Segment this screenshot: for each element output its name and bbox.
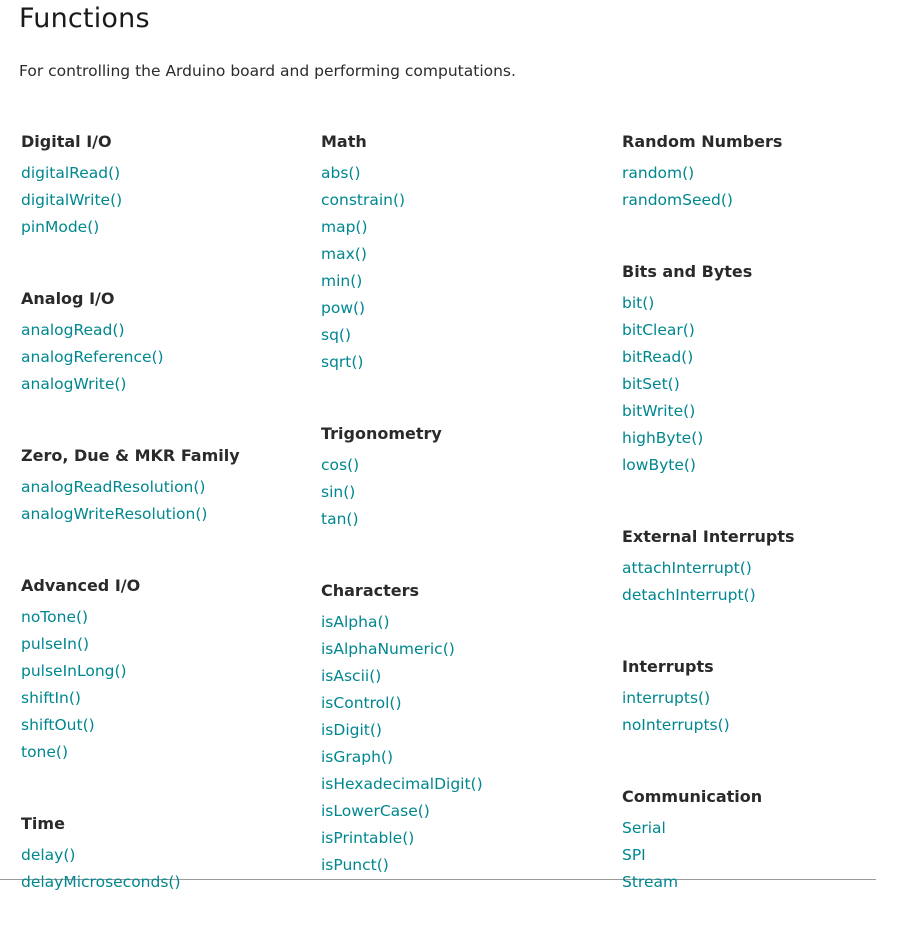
list-item	[321, 297, 611, 324]
list-item	[622, 319, 912, 346]
list-item	[321, 773, 611, 800]
list-item	[321, 454, 611, 481]
section-interrupts	[622, 656, 912, 741]
list-item	[622, 346, 912, 373]
function-link-bitread[interactable]: bitRead()	[622, 348, 694, 366]
section-title: External Interrupts	[622, 527, 795, 546]
section-digital-i-o	[21, 131, 311, 243]
function-link-random[interactable]: random()	[622, 164, 695, 182]
list-item	[321, 692, 611, 719]
list-item	[321, 638, 611, 665]
function-list	[622, 817, 912, 898]
section-title: Time	[21, 814, 65, 833]
function-link-lowbyte[interactable]: lowByte()	[622, 456, 696, 474]
function-link-isprintable[interactable]: isPrintable()	[321, 829, 415, 847]
list-item	[622, 427, 912, 454]
list-item	[21, 606, 311, 633]
section-communication	[622, 786, 912, 898]
list-item	[622, 557, 912, 584]
list-item	[622, 687, 912, 714]
function-link-stream[interactable]: Stream	[622, 873, 679, 891]
list-item	[622, 373, 912, 400]
function-link-bitset[interactable]: bitSet()	[622, 375, 680, 393]
function-list	[21, 476, 311, 530]
function-link-pulseinlong[interactable]: pulseInLong()	[21, 662, 127, 680]
function-list	[321, 454, 611, 535]
function-link-bitclear[interactable]: bitClear()	[622, 321, 695, 339]
section-title: Trigonometry	[321, 424, 442, 443]
function-link-ispunct[interactable]: isPunct()	[321, 856, 389, 874]
list-item	[321, 243, 611, 270]
list-item	[21, 503, 311, 530]
function-list	[622, 162, 912, 216]
list-item	[21, 714, 311, 741]
list-item	[21, 319, 311, 346]
function-link-bitwrite[interactable]: bitWrite()	[622, 402, 696, 420]
list-item	[21, 373, 311, 400]
function-link-digitalread[interactable]: digitalRead()	[21, 164, 121, 182]
list-item	[321, 665, 611, 692]
function-link-interrupts[interactable]: interrupts()	[622, 689, 711, 707]
function-link-digitalwrite[interactable]: digitalWrite()	[21, 191, 123, 209]
list-item	[321, 162, 611, 189]
list-item	[321, 216, 611, 243]
section-random-numbers	[622, 131, 912, 216]
function-link-pinmode[interactable]: pinMode()	[21, 218, 100, 236]
function-link-isgraph[interactable]: isGraph()	[321, 748, 394, 766]
list-item	[321, 746, 611, 773]
section-title: Advanced I/O	[21, 576, 141, 595]
function-link-ishexadecimaldigit[interactable]: isHexadecimalDigit()	[321, 775, 483, 793]
function-link-spi[interactable]: SPI	[622, 846, 646, 864]
function-link-bit[interactable]: bit()	[622, 294, 655, 312]
function-link-tone[interactable]: tone()	[21, 743, 69, 761]
section-title: Bits and Bytes	[622, 262, 753, 281]
section-zero-due-mkr-family	[21, 445, 311, 530]
list-item	[21, 844, 311, 871]
list-item	[21, 660, 311, 687]
function-link-analogwrite[interactable]: analogWrite()	[21, 375, 127, 393]
list-item	[321, 324, 611, 351]
list-item	[622, 189, 912, 216]
function-link-analogreadresolution[interactable]: analogReadResolution()	[21, 478, 206, 496]
function-link-islowercase[interactable]: isLowerCase()	[321, 802, 430, 820]
list-item	[21, 162, 311, 189]
section-title: Interrupts	[622, 657, 714, 676]
section-external-interrupts	[622, 526, 912, 611]
section-analog-i-o	[21, 288, 311, 400]
list-item	[21, 741, 311, 768]
list-item	[622, 584, 912, 611]
column-1	[21, 131, 311, 943]
function-link-abs[interactable]: abs()	[321, 164, 361, 182]
function-link-isdigit[interactable]: isDigit()	[321, 721, 382, 739]
function-link-sq[interactable]: sq()	[321, 326, 352, 344]
section-title: Digital I/O	[21, 132, 112, 151]
section-title: Analog I/O	[21, 289, 115, 308]
section-title: Communication	[622, 787, 763, 806]
function-link-nointerrupts[interactable]: noInterrupts()	[622, 716, 730, 734]
function-list	[21, 844, 311, 898]
function-link-delaymicroseconds[interactable]: delayMicroseconds()	[21, 873, 181, 891]
function-link-sqrt[interactable]: sqrt()	[321, 353, 364, 371]
function-link-notone[interactable]: noTone()	[21, 608, 89, 626]
section-bits-and-bytes	[622, 261, 912, 481]
function-link-shiftout[interactable]: shiftOut()	[21, 716, 95, 734]
function-list	[21, 162, 311, 243]
list-item	[21, 189, 311, 216]
section-title: Characters	[321, 581, 420, 600]
function-list	[321, 611, 611, 881]
list-item	[321, 189, 611, 216]
function-link-pulsein[interactable]: pulseIn()	[21, 635, 90, 653]
list-item	[622, 714, 912, 741]
section-advanced-i-o	[21, 575, 311, 768]
function-link-highbyte[interactable]: highByte()	[622, 429, 704, 447]
function-list	[622, 557, 912, 611]
list-item	[321, 827, 611, 854]
list-item	[321, 854, 611, 881]
section-title: Random Numbers	[622, 132, 783, 151]
section-trigonometry	[321, 423, 611, 535]
list-item	[321, 351, 611, 378]
function-list	[622, 292, 912, 481]
column-3	[622, 131, 912, 943]
function-link-isalpha[interactable]: isAlpha()	[321, 613, 390, 631]
function-link-analogwriteresolution[interactable]: analogWriteResolution()	[21, 505, 208, 523]
function-link-analogread[interactable]: analogRead()	[21, 321, 125, 339]
function-link-attachinterrupt[interactable]: attachInterrupt()	[622, 559, 752, 577]
list-item	[321, 508, 611, 535]
function-link-min[interactable]: min()	[321, 272, 363, 290]
section-math	[321, 131, 611, 378]
list-item	[622, 292, 912, 319]
function-link-iscontrol[interactable]: isControl()	[321, 694, 402, 712]
list-item	[622, 817, 912, 844]
section-characters	[321, 580, 611, 881]
list-item	[21, 476, 311, 503]
function-list	[321, 162, 611, 378]
function-link-delay[interactable]: delay()	[21, 846, 76, 864]
function-link-isalphanumeric[interactable]: isAlphaNumeric()	[321, 640, 455, 658]
column-2	[321, 131, 611, 926]
list-item	[321, 481, 611, 508]
list-item	[622, 400, 912, 427]
function-link-constrain[interactable]: constrain()	[321, 191, 406, 209]
page-subtitle: For controlling the Arduino board and performing computations.	[19, 62, 516, 80]
function-link-shiftin[interactable]: shiftIn()	[21, 689, 81, 707]
section-title: Math	[321, 132, 367, 151]
function-link-detachinterrupt[interactable]: detachInterrupt()	[622, 586, 756, 604]
function-list	[21, 606, 311, 768]
section-title: Zero, Due & MKR Family	[21, 446, 240, 465]
list-item	[21, 871, 311, 898]
list-item	[321, 270, 611, 297]
list-item	[622, 454, 912, 481]
list-item	[21, 216, 311, 243]
list-item	[622, 871, 912, 898]
list-item	[321, 719, 611, 746]
list-item	[21, 633, 311, 660]
function-list	[622, 687, 912, 741]
page-title: Functions	[19, 3, 150, 34]
function-link-map[interactable]: map()	[321, 218, 368, 236]
section-time	[21, 813, 311, 898]
function-list	[21, 319, 311, 400]
function-link-randomseed[interactable]: randomSeed()	[622, 191, 733, 209]
function-link-tan[interactable]: tan()	[321, 510, 359, 528]
list-item	[21, 346, 311, 373]
function-link-pow[interactable]: pow()	[321, 299, 366, 317]
list-item	[622, 162, 912, 189]
function-link-cos[interactable]: cos()	[321, 456, 360, 474]
function-link-analogreference[interactable]: analogReference()	[21, 348, 164, 366]
list-item	[321, 611, 611, 638]
list-item	[21, 687, 311, 714]
function-link-sin[interactable]: sin()	[321, 483, 356, 501]
function-link-serial[interactable]: Serial	[622, 819, 666, 837]
list-item	[622, 844, 912, 871]
function-link-isascii[interactable]: isAscii()	[321, 667, 382, 685]
function-link-max[interactable]: max()	[321, 245, 367, 263]
list-item	[321, 800, 611, 827]
